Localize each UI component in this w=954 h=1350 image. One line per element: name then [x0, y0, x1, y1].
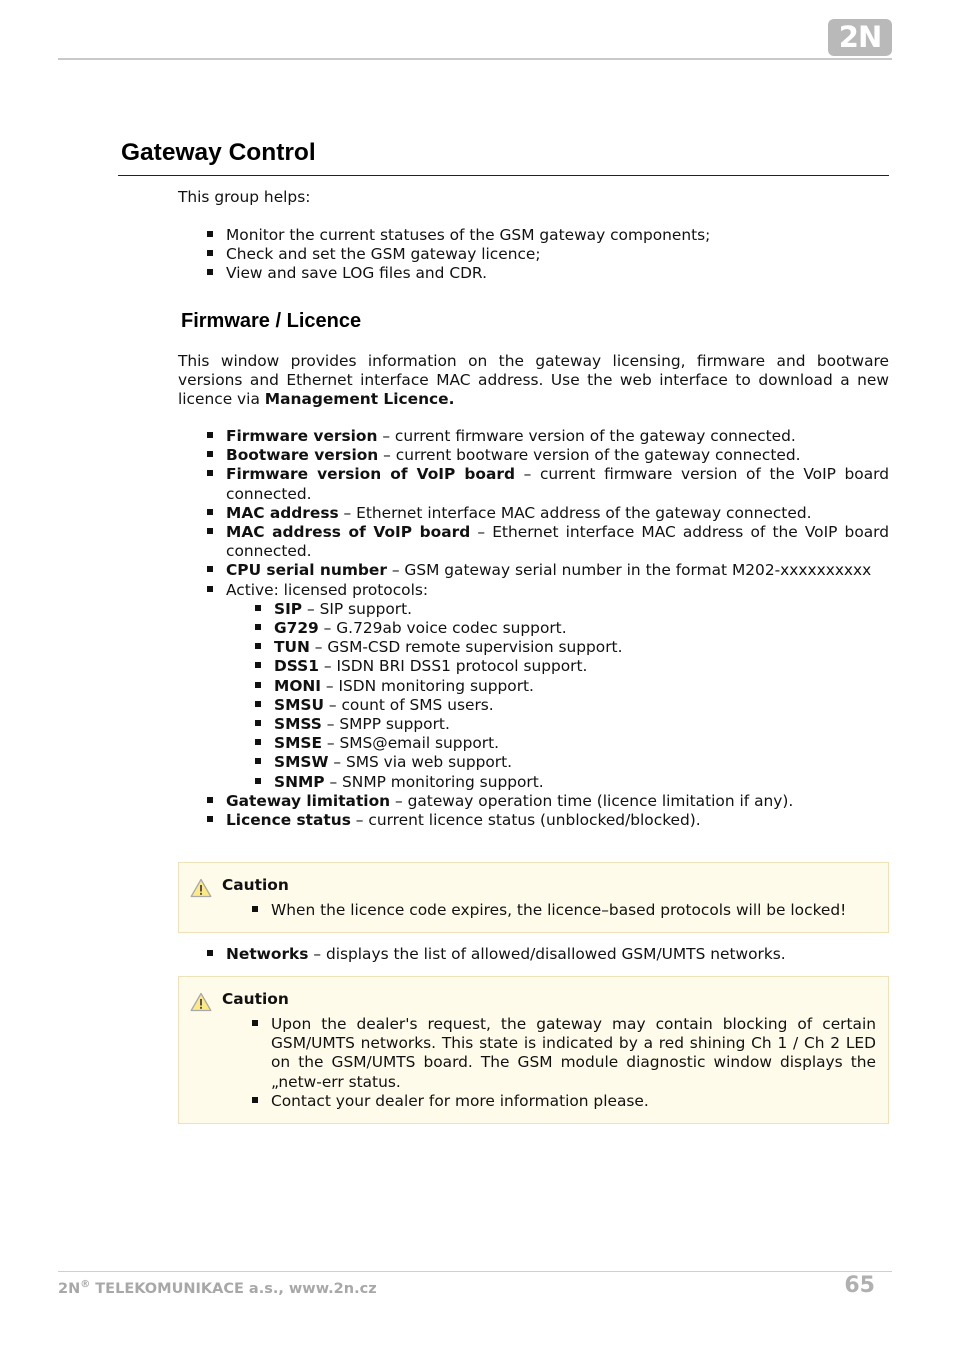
list-item	[226, 504, 889, 523]
protocol-term: SMSU	[274, 695, 324, 714]
networks-list	[226, 945, 889, 964]
field-term: Firmware version	[226, 427, 378, 445]
protocol-term: DSS1	[274, 657, 319, 676]
field-term: Bootware version	[226, 446, 379, 465]
list-item: View and save LOG files and CDR.	[226, 264, 889, 283]
protocol-term: TUN	[274, 638, 310, 657]
list-item: Check and set the GSM gateway licence;	[226, 245, 889, 264]
protocol-desc: – ISDN BRI DSS1 protocol support.	[318, 657, 588, 676]
protocol-term: SMSW	[274, 753, 329, 772]
description-text: This window provides information on the gateway licensing, firmware and bootware versions and Ethernet interface MAC address. Use the web interface to download a new licence via	[178, 352, 889, 409]
protocol-item	[274, 677, 889, 696]
field-desc: – current bootware version of the gateway connected.	[378, 446, 801, 465]
list-item	[226, 427, 889, 446]
protocols-list	[274, 600, 889, 792]
list-item	[226, 465, 889, 503]
caution-item: Contact your dealer for more information please.	[271, 1092, 876, 1111]
protocol-desc: – count of SMS users.	[323, 695, 494, 714]
list-item	[226, 523, 889, 561]
logo-text: 2N	[838, 20, 882, 54]
protocol-item	[274, 753, 889, 772]
field-desc: – current firmware version of the VoIP board connected.	[226, 465, 889, 503]
header-divider	[58, 58, 892, 60]
field-term: Gateway limitation	[226, 791, 391, 810]
footer-company-name: TELEKOMUNIKACE a.s., www.2n.cz	[90, 1281, 377, 1297]
field-desc: – gateway operation time (licence limitation if any).	[390, 791, 794, 810]
protocol-item	[274, 600, 889, 619]
field-term: Firmware version of VoIP board	[226, 465, 515, 484]
list-item	[226, 811, 889, 830]
intro-list	[226, 226, 889, 284]
list-item	[226, 581, 889, 792]
caution-list	[271, 901, 876, 920]
section-description	[178, 352, 889, 410]
field-desc: – Ethernet interface MAC address of the VoIP board connected.	[226, 523, 889, 561]
caution-title: Caution	[222, 876, 289, 894]
title-underline	[118, 175, 889, 176]
field-desc: – current licence status (unblocked/blocked).	[350, 811, 701, 830]
protocol-item	[274, 619, 889, 638]
field-term: CPU serial number	[226, 561, 387, 580]
field-desc: – GSM gateway serial number in the format M202-xxxxxxxxxx	[386, 561, 872, 580]
protocol-term: SMSS	[274, 715, 322, 734]
intro-text: This group helps:	[178, 188, 311, 206]
section-title: Firmware / Licence	[181, 310, 362, 332]
protocol-term: SIP	[274, 599, 303, 618]
field-desc: – current firmware version of the gateway connected.	[377, 427, 796, 445]
protocol-item	[274, 638, 889, 657]
footer-brand: 2N	[58, 1281, 81, 1297]
caution-box	[178, 976, 889, 1124]
warning-icon	[190, 878, 212, 898]
protocol-item	[274, 657, 889, 676]
footer-divider	[58, 1271, 892, 1272]
protocol-term: SNMP	[274, 772, 325, 791]
caution-item: Upon the dealer's request, the gateway may contain blocking of certain GSM/UMTS networks. This state is indicated by a red shining Ch 1 / Ch 2 LED on the GSM/UMTS board. The GSM module diagnostic window displays the „netw-err status.	[271, 1015, 876, 1091]
protocol-desc: – G.729ab voice codec support.	[318, 619, 567, 638]
menu-path: Management Licence.	[264, 390, 455, 409]
active-protocols-label: Active: licensed protocols:	[226, 580, 429, 599]
protocol-term: G729	[274, 619, 319, 638]
list-item	[226, 446, 889, 465]
list-item	[226, 945, 889, 964]
list-item	[226, 561, 889, 580]
page-number: 65	[844, 1273, 875, 1298]
caution-box	[178, 862, 889, 933]
protocol-desc: – SMS@email support.	[322, 734, 500, 753]
field-desc: – displays the list of allowed/disallowed GSM/UMTS networks.	[308, 945, 786, 963]
field-term: Licence status	[226, 811, 351, 830]
caution-list	[271, 1015, 876, 1111]
page-title: Gateway Control	[121, 139, 316, 166]
field-desc: – Ethernet interface MAC address of the gateway connected.	[338, 503, 812, 522]
list-item	[226, 792, 889, 811]
protocol-item	[274, 773, 889, 792]
footer-company	[58, 1279, 377, 1299]
protocol-desc: – GSM-CSD remote supervision support.	[309, 638, 623, 657]
caution-item: When the licence code expires, the licence–based protocols will be locked!	[271, 901, 876, 920]
field-term: MAC address	[226, 503, 339, 522]
protocol-term: MONI	[274, 676, 322, 695]
list-item: Monitor the current statuses of the GSM gateway components;	[226, 226, 889, 245]
protocol-item	[274, 696, 889, 715]
registered-mark: ®	[80, 1279, 91, 1290]
licence-fields-list	[226, 427, 889, 830]
protocol-desc: – SNMP monitoring support.	[324, 772, 544, 791]
field-term: Networks	[226, 945, 309, 963]
protocol-desc: – SMPP support.	[321, 715, 450, 734]
caution-title: Caution	[222, 990, 289, 1008]
field-term: MAC address of VoIP board	[226, 523, 471, 542]
protocol-term: SMSE	[274, 734, 322, 753]
protocol-desc: – ISDN monitoring support.	[321, 676, 534, 695]
protocol-item	[274, 734, 889, 753]
company-logo	[828, 19, 892, 56]
protocol-desc: – SIP support.	[302, 599, 413, 618]
protocol-desc: – SMS via web support.	[328, 753, 513, 772]
protocol-item	[274, 715, 889, 734]
warning-icon	[190, 992, 212, 1012]
